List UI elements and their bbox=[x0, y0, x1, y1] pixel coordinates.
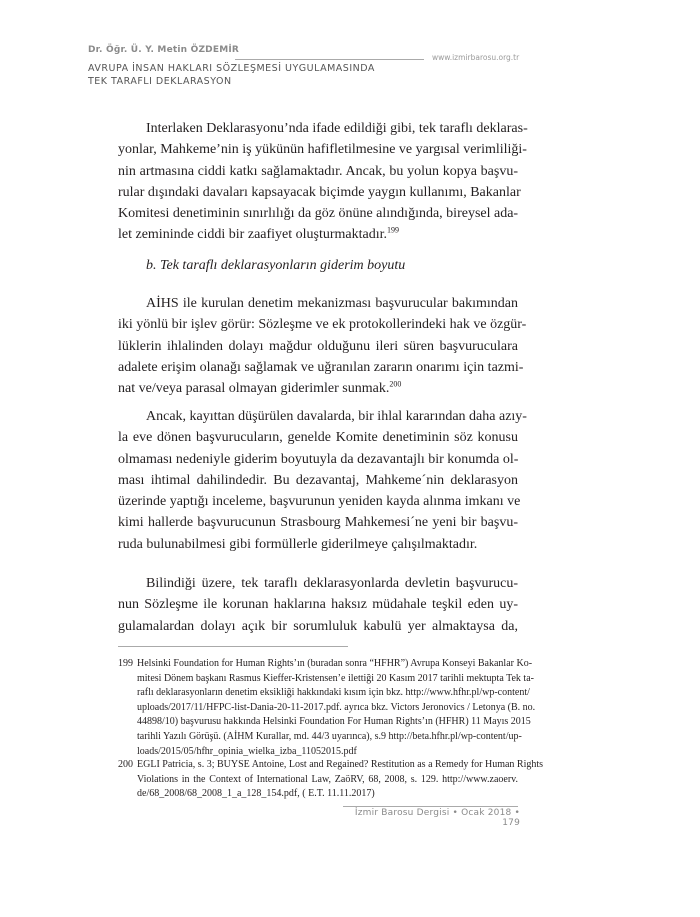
footer-separator: • bbox=[514, 808, 520, 818]
footnote-line: Violations in the Context of International Law, ZaöRV, 68, 2008, s. 129. http://www.zaoerv. bbox=[137, 773, 518, 785]
footnote-line: Helsinki Foundation for Human Rights’ın (buradan sonra “HFHR”) Avrupa Konseyi Bakanlar Ko- bbox=[137, 658, 533, 669]
footnote-line: tarihli Yazılı Görüşü. (AİHM Kurallar, md. 44/3 uyarınca), s.9 http://beta.hfhr.pl/wp-content/up- bbox=[137, 730, 522, 742]
paragraph-line: Interlaken Deklarasyonu’nda ifade edildiği gibi, tek taraflı deklaras- bbox=[146, 121, 528, 136]
paragraph-1 bbox=[118, 118, 528, 246]
paragraph-line: kimi hallerde başvurucunun Strasbourg Mahkemesi´ne yeni bir başvu- bbox=[118, 515, 518, 531]
footnote-line: EGLI Patricia, s. 3; BUYSE Antoine, Lost and Regained? Restitution as a Remedy for Human Rights bbox=[137, 759, 544, 770]
paragraph-3 bbox=[118, 406, 527, 555]
paragraph-line: yonlar, Mahkeme’nin iş yükünün hafifletilmesine ve yargısal verimliliği- bbox=[118, 142, 527, 158]
page-footer bbox=[340, 808, 520, 828]
footer-divider bbox=[343, 806, 518, 807]
paragraph-line: üzerinde yaptığı inceleme, başvurunun yeniden kayda alınma imkanı ve bbox=[118, 494, 521, 510]
paragraph-2 bbox=[118, 293, 527, 399]
footer-issue: Ocak 2018 bbox=[461, 808, 512, 818]
paragraph-line: AİHS ile kurulan denetim mekanizması başvurucular bakımından bbox=[146, 296, 518, 311]
paragraph-line-text: let zemininde ciddi bir zaafiyet oluşturmaktadır. bbox=[118, 227, 388, 243]
paragraph-line: lüklerin ihlalinden dolayı mağdur olduğunu ileri süren başvuruculara bbox=[118, 338, 518, 354]
paragraph-line-text: nat ve/veya parasal olmayan giderimler sunmak. bbox=[118, 381, 390, 397]
paragraph-line: Bilindiği üzere, tek taraflı deklarasyonlarda devletin başvurucu- bbox=[146, 576, 518, 591]
footnote-ref-199[interactable]: 199 bbox=[387, 225, 400, 235]
header-title-line-1: AVRUPA İNSAN HAKLARI SÖZLEŞMESİ UYGULAMASINDA bbox=[88, 63, 375, 74]
header-url: www.izmirbarosu.org.tr bbox=[432, 53, 520, 62]
footnote-line: mitesi Dönem başkanı Rasmus Kieffer-Kristensen’e ilettiği 20 Kasım 2017 tarihli mektupta Tek ta- bbox=[137, 672, 534, 684]
paragraph-line: olmaması nedeniyle giderim boyutuyla da dezavantajlı bir konumda ol- bbox=[118, 451, 519, 467]
header-divider bbox=[235, 59, 424, 60]
section-heading: b. Tek taraflı deklarasyonların giderim boyutu bbox=[146, 258, 406, 273]
footer-separator: • bbox=[452, 808, 459, 818]
paragraph-line: rular dışındaki davaları kapsayacak biçimde yaygın kullanımı, Bakanlar bbox=[118, 184, 521, 200]
footnote-line: raflı deklarasyonların denetim eksikliği hakkındaki kısım için bkz. http://www.hfhr.pl/wp-content/ bbox=[137, 687, 530, 699]
paragraph-line: nin artmasına ciddi katkı sağlamaktadır. Ancak, bu yolun kopya başvu- bbox=[118, 163, 518, 179]
footnote-line: uploads/2017/11/HFPC-list-Dania-20-11-2017.pdf. ayrıca bkz. Victors Jeronovics / Letonya (B. no. bbox=[137, 701, 536, 713]
paragraph-4 bbox=[118, 573, 518, 637]
footnote-number: 199 bbox=[118, 658, 133, 669]
paragraph-line: la eve dönen başvurucuların, genelde Komite denetiminin söz konusu bbox=[118, 430, 518, 446]
paragraph-line: ması ihtimal dahilindedir. Bu dezavantaj, Mahkeme´nin deklarasyon bbox=[118, 472, 518, 488]
paragraph-line: iki yönlü bir işlev görür: Sözleşme ve ek protokollerindeki hak ve özgür- bbox=[118, 317, 527, 333]
paragraph-line: gulamalardan dolayı açık bir sorumluluk kabulü yer almaktaysa da, bbox=[118, 618, 518, 634]
footnote-line: loads/2015/05/hfhr_opinia_wielka_izba_11052015.pdf bbox=[137, 745, 357, 757]
footer-journal: İzmir Barosu Dergisi bbox=[354, 808, 450, 818]
paragraph-line: nun Sözleşme ile korunan haklarına haksız müdahale teşkil eden uy- bbox=[118, 597, 518, 613]
paragraph-line bbox=[118, 224, 518, 245]
paragraph-line: adalete erişim olanağı sağlamak ve uğranılan zararın onarımı için tazmi- bbox=[118, 359, 524, 375]
header-title-line-2: TEK TARAFLI DEKLARASYON bbox=[88, 76, 232, 87]
paragraph-line bbox=[118, 378, 518, 399]
page-number: 179 bbox=[502, 818, 520, 828]
paragraph-line: Ancak, kayıttan düşürülen davalarda, bir ihlal kararından daha azıy- bbox=[146, 409, 527, 424]
footnote-number: 200 bbox=[118, 759, 133, 770]
header-article-title bbox=[88, 62, 375, 88]
paragraph-line: Komitesi denetiminin sınırlılığı da göz önüne alındığında, bireysel ada- bbox=[118, 206, 519, 222]
footnote-ref-200[interactable]: 200 bbox=[389, 379, 402, 389]
footnote-200 bbox=[118, 758, 544, 802]
footnote-199 bbox=[118, 657, 536, 759]
footnote-line: de/68_2008/68_2008_1_a_128_154.pdf, ( E.T. 11.11.2017) bbox=[137, 788, 375, 800]
footnote-divider bbox=[118, 646, 348, 647]
header-author: Dr. Öğr. Ü. Y. Metin ÖZDEMİR bbox=[88, 45, 240, 55]
paragraph-line: ruda bulunabilmesi gibi formüllerle giderilmeye çalışılmaktadır. bbox=[118, 536, 478, 552]
footnote-line: 44898/10) başvurusu hakkında Helsinki Foundation For Human Rights’ın (HFHR) 11 Mayıs 2015 bbox=[137, 716, 531, 728]
